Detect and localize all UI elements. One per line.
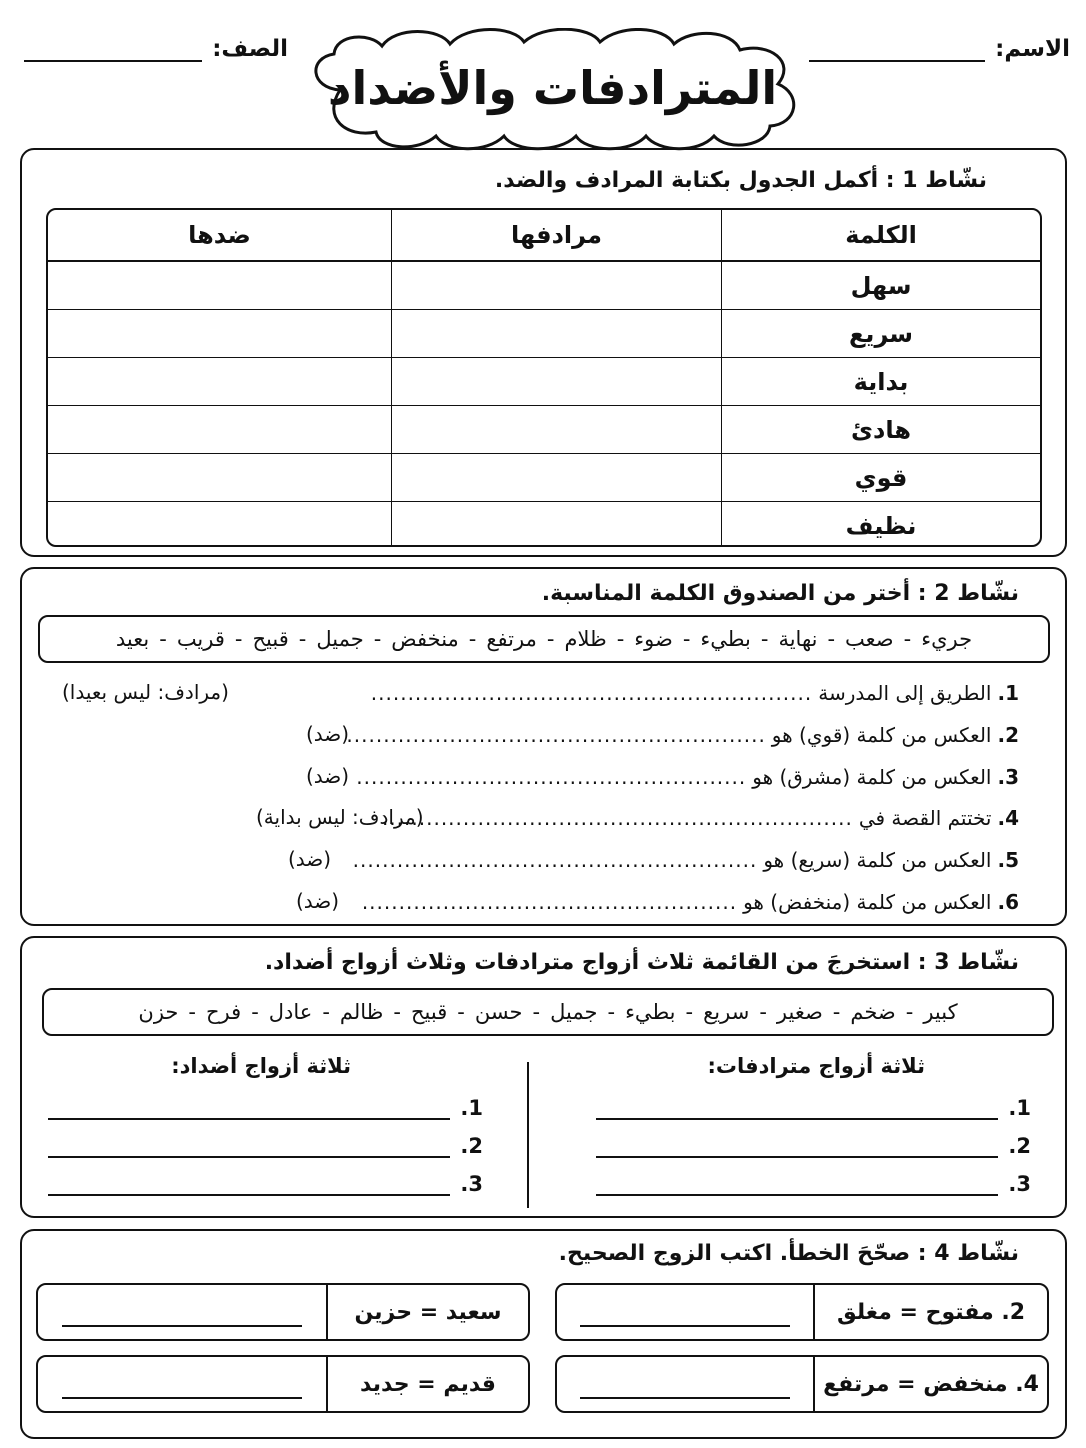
header-synonym: مرادفها: [391, 210, 722, 260]
correction-blank[interactable]: [38, 1357, 328, 1411]
answer-blank[interactable]: .....................................................: [356, 765, 747, 789]
correction-box: [555, 1283, 1049, 1341]
table-row: [48, 453, 1040, 501]
antonym-answer-line[interactable]: [48, 1176, 450, 1196]
question-number: 6.: [997, 890, 1019, 914]
answer-number: 2.: [1008, 1134, 1031, 1158]
antonym-answer-cell[interactable]: [48, 454, 391, 501]
synonym-answer-cell[interactable]: [391, 310, 722, 357]
word-list-item: ظالم: [339, 1000, 384, 1024]
word-bank-item: ضوء: [634, 627, 673, 651]
synonym-answer-line[interactable]: [596, 1138, 998, 1158]
table-row: [48, 501, 1040, 547]
synonym-answer-row: [596, 1172, 1031, 1196]
activity-2-title: نشّاط 2 : أختر من الصندوق الكلمة المناسبة.: [541, 581, 1019, 606]
incorrect-pair: سعيد = حزين: [354, 1299, 502, 1325]
word-cell: هادئ: [851, 415, 911, 444]
answer-blank[interactable]: ...................................................: [361, 890, 738, 914]
table-row: [48, 357, 1040, 405]
question-text: العكس من كلمة (منخفض) هو: [743, 890, 992, 914]
class-blank[interactable]: [24, 42, 202, 62]
question-hint: (مرادف: ليس بعيدا): [62, 680, 229, 704]
question-number: 3.: [997, 765, 1019, 789]
antonym-answer-line[interactable]: [48, 1138, 450, 1158]
antonym-answer-row: [48, 1096, 483, 1120]
word-list-item: حسن: [474, 1000, 523, 1024]
activity-2: [20, 567, 1067, 926]
correction-blank[interactable]: [557, 1357, 815, 1411]
word-list-item: ضخم: [850, 1000, 896, 1024]
word-cell: سهل: [850, 271, 912, 300]
word-cell: سريع: [849, 319, 913, 348]
title-cloud: [300, 28, 805, 154]
word-bank-item: بعيد: [115, 627, 150, 651]
word-bank-item: جريء: [921, 627, 973, 651]
question-row: [376, 802, 1019, 834]
activity-4-title: نشّاط 4 : صحّحَ الخطأ. اكتب الزوج الصحيح.: [558, 1241, 1019, 1266]
table-header-row: [48, 210, 1040, 261]
column-divider: [527, 1062, 529, 1208]
synonym-answer-row: [596, 1096, 1031, 1120]
antonym-answer-row: [48, 1134, 483, 1158]
correction-box: [555, 1355, 1049, 1413]
synonym-answer-cell[interactable]: [391, 502, 722, 547]
word-bank-item: منخفض: [391, 627, 459, 651]
class-field: [24, 36, 288, 62]
question-hint: (ضد): [296, 889, 340, 913]
activity-3: [20, 936, 1067, 1218]
word-bank-box: جريء - صعب - نهاية - بطيء - ضوء - ظلام - مرتفع - منخفض - جميل - قبيح - قريب - بعيد: [38, 615, 1050, 663]
synonym-answer-cell[interactable]: [391, 262, 722, 309]
question-text: تختتم القصة في: [858, 806, 992, 830]
word-list-item: سريع: [703, 1000, 750, 1024]
antonym-answer-cell[interactable]: [48, 502, 391, 547]
question-row: [365, 677, 1019, 709]
word-list-item: قبيح: [410, 1000, 448, 1024]
answer-number: 3.: [460, 1172, 483, 1196]
word-bank-item: نهاية: [778, 627, 818, 651]
name-label: الاسم:: [995, 36, 1070, 62]
page-title: المترادفات والأضداد: [327, 61, 778, 115]
synonym-antonym-table: [46, 208, 1042, 547]
word-bank-item: مرتفع: [486, 627, 537, 651]
table-row: [48, 405, 1040, 453]
word-list-item: جميل: [550, 1000, 598, 1024]
word-list-item: كبير: [923, 1000, 958, 1024]
question-number: 4.: [997, 806, 1019, 830]
synonym-answer-row: [596, 1134, 1031, 1158]
synonym-answer-cell[interactable]: [391, 454, 722, 501]
question-number: 2.: [997, 723, 1019, 747]
antonyms-column-title: ثلاثة أزواج أضداد:: [171, 1054, 351, 1078]
antonym-answer-line[interactable]: [48, 1100, 450, 1120]
activity-4: [20, 1229, 1067, 1439]
synonym-answer-line[interactable]: [596, 1100, 998, 1120]
question-hint: (ضد): [306, 764, 350, 788]
word-list-item: فرح: [206, 1000, 242, 1024]
word-list-box: كبير - ضخم - صغير - سريع - بطيء - جميل - حسن - قبيح - ظالم - عادل - فرح - حزن: [42, 988, 1054, 1036]
synonyms-column-title: ثلاثة أزواج مترادفات:: [707, 1054, 925, 1078]
answer-blank[interactable]: .........................................................: [346, 723, 766, 747]
word-cell: بداية: [853, 367, 909, 396]
word-bank-item: قبيح: [252, 627, 289, 651]
synonym-answer-line[interactable]: [596, 1176, 998, 1196]
question-text: العكس من كلمة (سريع) هو: [763, 848, 992, 872]
synonym-answer-cell[interactable]: [391, 358, 722, 405]
word-cell: نظيف: [845, 511, 917, 540]
antonym-answer-row: [48, 1172, 483, 1196]
incorrect-pair: قديم = جديد: [360, 1371, 496, 1397]
activity-1: [20, 148, 1067, 557]
question-row: [347, 844, 1019, 876]
word-bank-item: ظلام: [564, 627, 607, 651]
word-cell: قوي: [854, 463, 908, 492]
question-hint: (ضد): [288, 847, 332, 871]
question-hint: (ضد): [306, 722, 350, 746]
header-antonym: ضدها: [188, 221, 251, 249]
question-row: [340, 719, 1019, 751]
word-bank-item: صعب: [845, 627, 894, 651]
word-bank-item: قريب: [176, 627, 225, 651]
table-row: [48, 309, 1040, 357]
synonym-answer-cell[interactable]: [391, 406, 722, 453]
answer-number: 1.: [460, 1096, 483, 1120]
question-row: [356, 886, 1019, 918]
incorrect-pair: 4. منخفض = مرتفع: [823, 1371, 1039, 1397]
question-text: الطريق إلى المدرسة: [818, 681, 992, 705]
class-label: الصف:: [212, 36, 288, 62]
question-text: العكس من كلمة (قوي) هو: [771, 723, 992, 747]
correction-box: [36, 1355, 530, 1413]
incorrect-pair: 2. مفتوح = مغلق: [837, 1299, 1026, 1325]
question-hint: (مرادف: ليس بداية): [256, 805, 424, 829]
antonym-answer-cell[interactable]: [48, 358, 391, 405]
antonym-answer-cell[interactable]: [48, 310, 391, 357]
answer-blank[interactable]: ................................................................: [381, 806, 853, 830]
header-word: الكلمة: [845, 221, 917, 249]
answer-number: 2.: [460, 1134, 483, 1158]
answer-number: 3.: [1008, 1172, 1031, 1196]
correction-blank[interactable]: [557, 1285, 815, 1339]
name-blank[interactable]: [809, 42, 985, 62]
word-bank-item: جميل: [316, 627, 364, 651]
word-list-item: بطيء: [625, 1000, 676, 1024]
correction-box: [36, 1283, 530, 1341]
answer-blank[interactable]: ............................................................: [370, 681, 813, 705]
word-list-item: حزن: [138, 1000, 179, 1024]
question-row: [350, 761, 1019, 793]
antonym-answer-cell[interactable]: [48, 406, 391, 453]
word-list-item: صغير: [776, 1000, 823, 1024]
table-row: [48, 261, 1040, 309]
name-field: [809, 36, 1070, 62]
word-bank-item: بطيء: [700, 627, 751, 651]
activity-3-title: نشّاط 3 : استخرجَ من القائمة ثلاث أزواج مترادفات وثلاث أزواج أضداد.: [264, 950, 1019, 975]
activity-1-title: نشّاط 1 : أكمل الجدول بكتابة المرادف والضد.: [494, 168, 987, 193]
word-list-item: عادل: [268, 1000, 313, 1024]
question-number: 1.: [997, 681, 1019, 705]
answer-blank[interactable]: .......................................................: [352, 848, 758, 872]
correction-blank[interactable]: [38, 1285, 328, 1339]
answer-number: 1.: [1008, 1096, 1031, 1120]
question-text: العكس من كلمة (مشرق) هو: [752, 765, 992, 789]
question-number: 5.: [997, 848, 1019, 872]
antonym-answer-cell[interactable]: [48, 262, 391, 309]
